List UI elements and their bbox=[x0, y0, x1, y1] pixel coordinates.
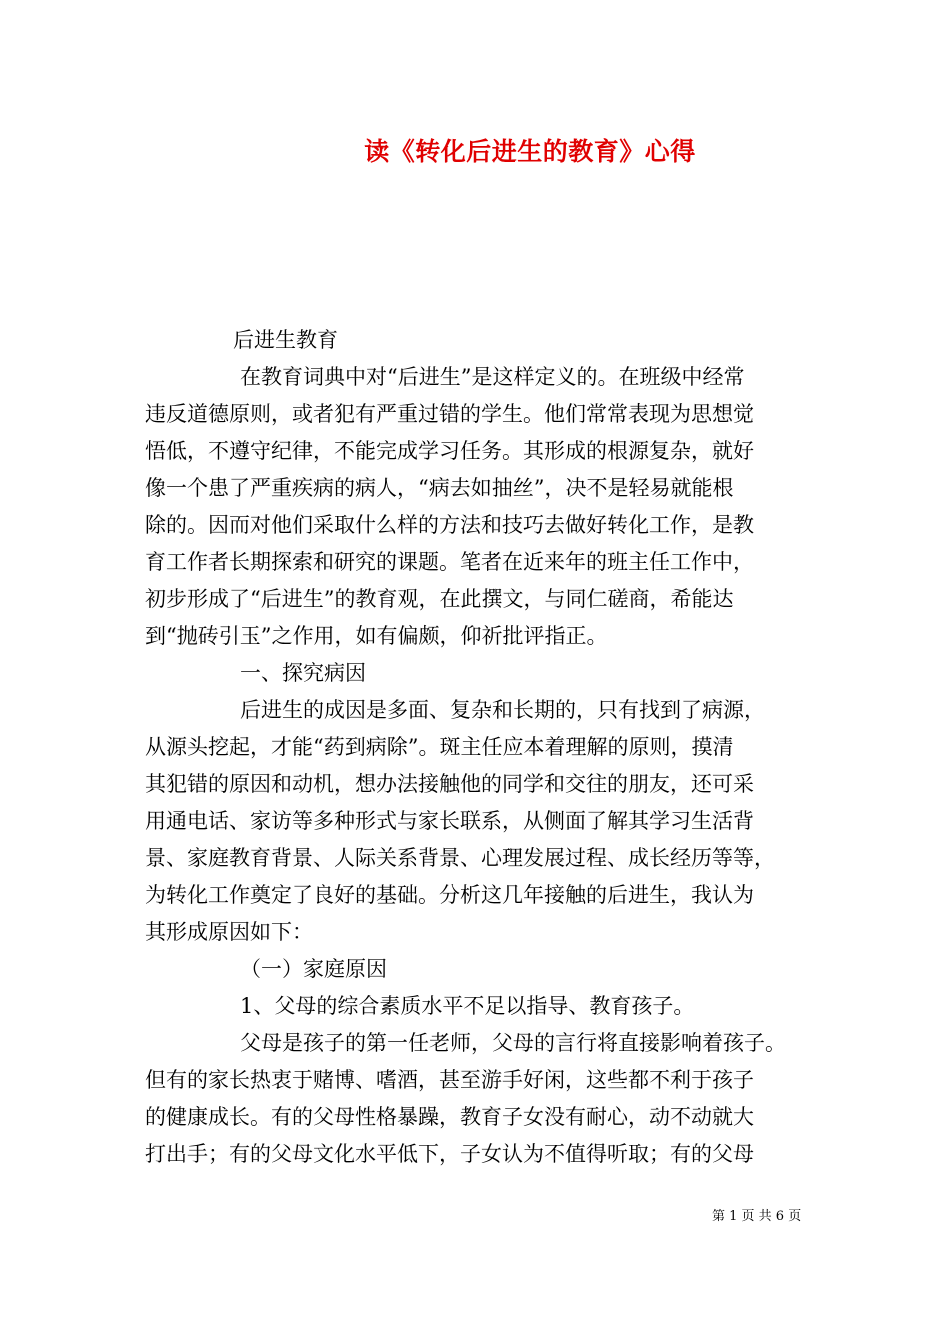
paragraph-line: 从源头挖起，才能“药到病除”。斑主任应本着理解的原则，摸清 bbox=[145, 735, 734, 759]
paragraph-line: 违反道德原则，或者犯有严重过错的学生。他们常常表现为思想觉 bbox=[145, 402, 754, 426]
paragraph-line: 初步形成了“后进生”的教育观，在此撰文，与同仁磋商，希能达 bbox=[145, 587, 734, 611]
paragraph-line: 到“抛砖引玉”之作用，如有偏颇，仰祈批评指正。 bbox=[145, 624, 608, 648]
paragraph-line: 1、父母的综合素质水平不足以指导、教育孩子。 bbox=[240, 994, 695, 1018]
paragraph-line: 为转化工作奠定了良好的基础。分析这几年接触的后进生，我认为 bbox=[145, 883, 754, 907]
paragraph-line: 除的。因而对他们采取什么样的方法和技巧去做好转化工作，是教 bbox=[145, 513, 754, 537]
document-title: 读《转化后进生的教育》心得 bbox=[364, 137, 696, 166]
paragraph-line: 但有的家长热衷于赌博、嗜酒，甚至游手好闲，这些都不利于孩子 bbox=[145, 1068, 754, 1092]
document-body bbox=[145, 322, 815, 1173]
paragraph-line: 打出手；有的父母文化水平低下，子女认为不值得听取；有的父母 bbox=[145, 1142, 754, 1166]
page-number: 第 1 页 共 6 页 bbox=[712, 1209, 802, 1224]
paragraph-line: （一）家庭原因 bbox=[240, 957, 387, 981]
paragraph-line: 一、探究病因 bbox=[240, 661, 366, 685]
paragraph-line: 在教育词典中对“后进生”是这样定义的。在班级中经常 bbox=[240, 365, 745, 389]
paragraph-line: 景、家庭教育背景、人际关系背景、心理发展过程、成长经历等等， bbox=[145, 846, 775, 870]
paragraph-line: 悟低，不遵守纪律，不能完成学习任务。其形成的根源复杂，就好 bbox=[145, 439, 754, 463]
paragraph-line: 后进生教育 bbox=[233, 328, 338, 352]
paragraph-line: 的健康成长。有的父母性格暴躁，教育子女没有耐心，动不动就大 bbox=[145, 1105, 754, 1129]
paragraph-line: 后进生的成因是多面、复杂和长期的，只有找到了病源， bbox=[240, 698, 765, 722]
paragraph-line: 用通电话、家访等多种形式与家长联系，从侧面了解其学习生活背 bbox=[145, 809, 754, 833]
paragraph-line: 育工作者长期探索和研究的课题。笔者在近来年的班主任工作中， bbox=[145, 550, 754, 574]
paragraph-line: 像一个患了严重疾病的病人，“病去如抽丝”，决不是轻易就能根 bbox=[145, 476, 734, 500]
paragraph-line: 其犯错的原因和动机，想办法接触他的同学和交往的朋友，还可采 bbox=[145, 772, 754, 796]
paragraph-line: 父母是孩子的第一任老师，父母的言行将直接影响着孩子。 bbox=[240, 1031, 786, 1055]
paragraph-line: 其形成原因如下： bbox=[145, 920, 313, 944]
